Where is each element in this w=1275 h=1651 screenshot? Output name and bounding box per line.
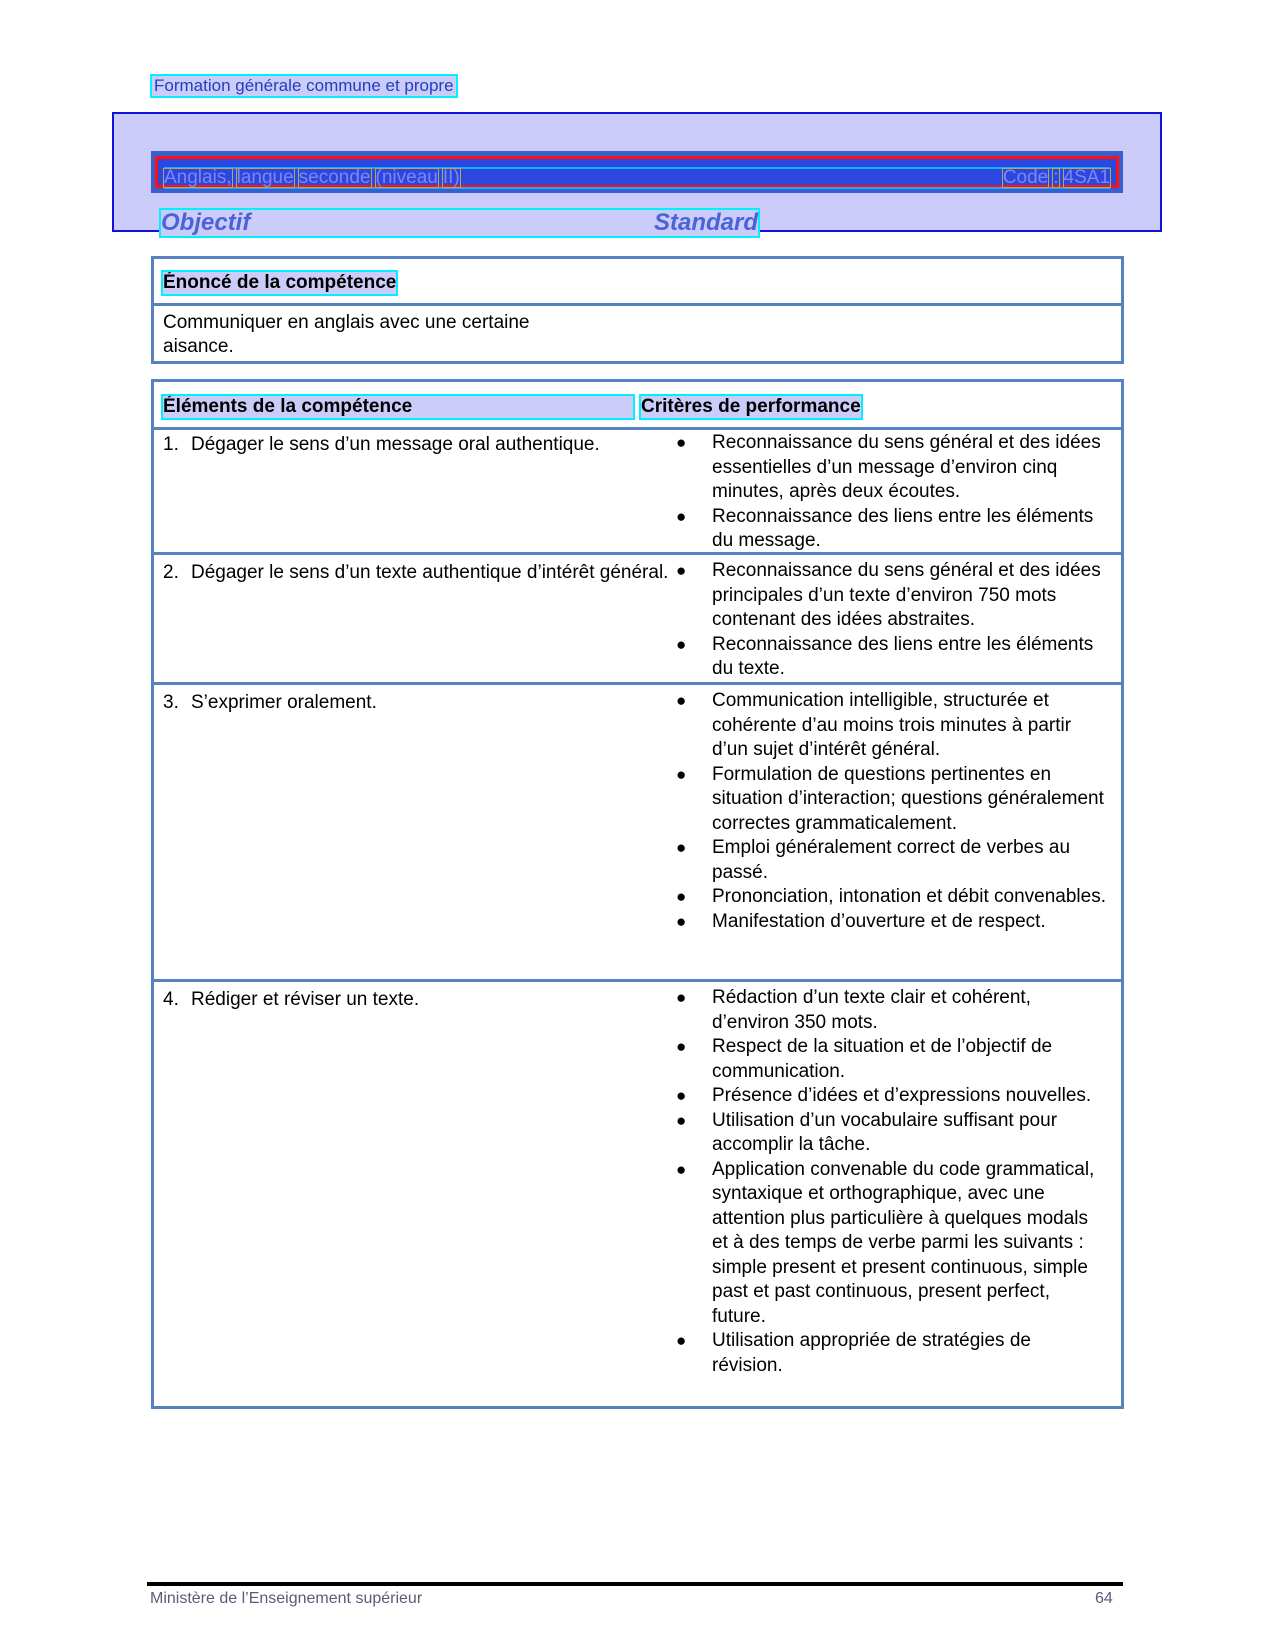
element-text: Rédiger et réviser un texte. <box>191 989 420 1010</box>
criterion-text: Emploi généralement correct de verbes au passé. <box>712 837 1071 883</box>
column-headings <box>161 210 758 236</box>
bullet-icon: ● <box>676 838 687 857</box>
course-title-word: Anglais, <box>164 167 232 188</box>
bullet-icon: ● <box>676 887 687 906</box>
criterion-item <box>676 986 1106 1035</box>
bullet-icon: ● <box>676 911 687 931</box>
elements-table <box>151 379 1124 1409</box>
criterion-text: Utilisation d’un vocabulaire suffisant pour accomplir la tâche. <box>712 1109 1058 1155</box>
course-code-value: 4SA1 <box>1063 167 1110 188</box>
elements-header <box>154 382 1121 430</box>
bullet-icon: ● <box>676 1110 687 1130</box>
table-row <box>154 555 1121 685</box>
criterion-item <box>676 559 1106 633</box>
bullet-icon: ● <box>676 691 687 710</box>
enonce-table <box>151 256 1124 364</box>
course-code-colon: : <box>1053 167 1059 188</box>
criterion-text: Présence d’idées et d’expressions nouvelles. <box>712 1085 1092 1106</box>
page-number: 64 <box>1095 1590 1113 1607</box>
criterion-text: Reconnaissance des liens entre les éléments du message. <box>712 505 1094 551</box>
element-text: Dégager le sens d’un message oral authentique. <box>191 434 600 455</box>
course-title-row <box>164 167 1110 189</box>
footer-divider <box>147 1582 1123 1586</box>
bullet-icon: ● <box>676 1037 687 1056</box>
criterion-text: Manifestation d’ouverture et de respect. <box>712 910 1046 932</box>
course-title-word: seconde <box>298 167 371 188</box>
element-text: S’exprimer oralement. <box>191 692 377 713</box>
element-item <box>163 691 683 715</box>
criteria-heading: Critères de performance <box>641 396 861 417</box>
criteria-list <box>676 689 1106 934</box>
criteria-list <box>676 431 1106 554</box>
criterion-item <box>676 505 1106 554</box>
element-item <box>163 561 683 585</box>
course-code-label: Code <box>1002 167 1049 188</box>
criterion-item <box>676 1158 1106 1330</box>
bullet-icon: ● <box>676 506 687 526</box>
criterion-item <box>676 910 1106 935</box>
element-number: 3. <box>163 692 179 713</box>
element-number: 2. <box>163 562 179 583</box>
criterion-text: Application convenable du code grammatical, syntaxique et orthographique, avec une attention plus particulière à quelques modals et à des temps de verbe parmi les suivants : simple present et present continuous, simple past et past continuous, present perfect, future. <box>712 1158 1095 1327</box>
course-title-bar-inner <box>155 156 1119 188</box>
criterion-text: Reconnaissance des liens entre les éléments du texte. <box>712 633 1094 679</box>
criterion-text: Formulation de questions pertinentes en situation d’interaction; questions généralement correctes grammaticalement. <box>712 763 1104 834</box>
criterion-item <box>676 1035 1106 1084</box>
heading-objectif: Objectif <box>161 209 251 236</box>
criterion-text: Reconnaissance du sens général et des idées essentielles d’un message d’environ cinq minutes, après deux écoutes. <box>712 432 1101 502</box>
heading-standard: Standard <box>654 209 759 236</box>
bullet-icon: ● <box>676 1331 687 1350</box>
enonce-text: Communiquer en anglais avec une certaine aisance. <box>163 312 530 357</box>
element-number: 1. <box>163 434 179 455</box>
criterion-item <box>676 1109 1106 1158</box>
criterion-text: Reconnaissance du sens général et des idées principales d’un texte d’environ 750 mots contenant des idées abstraites. <box>712 560 1101 630</box>
table-row <box>154 427 1121 555</box>
table-row <box>154 982 1121 1406</box>
criterion-item <box>676 633 1106 682</box>
criterion-text: Communication intelligible, structurée et cohérente d’au moins trois minutes à partir d’un sujet d’intérêt général. <box>712 690 1072 760</box>
course-title-word: II) <box>442 167 460 188</box>
course-title-word: (niveau <box>375 167 438 188</box>
enonce-header <box>154 259 1121 306</box>
criterion-item <box>676 689 1106 763</box>
criteria-list <box>676 559 1106 682</box>
bullet-icon: ● <box>676 634 687 654</box>
bullet-icon: ● <box>676 433 687 452</box>
bullet-icon: ● <box>676 988 687 1007</box>
course-title-bar <box>151 151 1123 193</box>
table-row <box>154 685 1121 982</box>
elements-heading: Éléments de la compétence <box>163 396 633 418</box>
criterion-item <box>676 763 1106 837</box>
bullet-icon: ● <box>676 1086 687 1105</box>
criteria-list <box>676 986 1106 1378</box>
criterion-text: Rédaction d’un texte clair et cohérent, d’environ 350 mots. <box>712 987 1031 1033</box>
element-item <box>163 988 683 1012</box>
bullet-icon: ● <box>676 561 687 580</box>
element-text: Dégager le sens d’un texte authentique d’intérêt général. <box>191 562 669 583</box>
course-code <box>1003 169 1110 187</box>
criterion-text: Respect de la situation et de l’objectif de communication. <box>712 1036 1053 1082</box>
course-title-word: langue <box>236 167 294 188</box>
enonce-heading: Énoncé de la compétence <box>163 272 397 293</box>
criterion-item <box>676 1084 1106 1109</box>
document-section-caption: Formation générale commune et propre <box>154 76 454 95</box>
element-number: 4. <box>163 989 179 1010</box>
bullet-icon: ● <box>676 1159 687 1179</box>
criterion-item <box>676 885 1106 910</box>
criterion-text: Prononciation, intonation et débit convenables. <box>712 886 1106 907</box>
footer-ministry: Ministère de l’Enseignement supérieur <box>150 1590 423 1607</box>
criterion-item <box>676 431 1106 505</box>
bullet-icon: ● <box>676 764 687 784</box>
criterion-text: Utilisation appropriée de stratégies de révision. <box>712 1330 1031 1376</box>
criterion-item <box>676 836 1106 885</box>
criterion-item <box>676 1329 1106 1378</box>
course-title <box>164 169 465 187</box>
element-item <box>163 433 683 457</box>
